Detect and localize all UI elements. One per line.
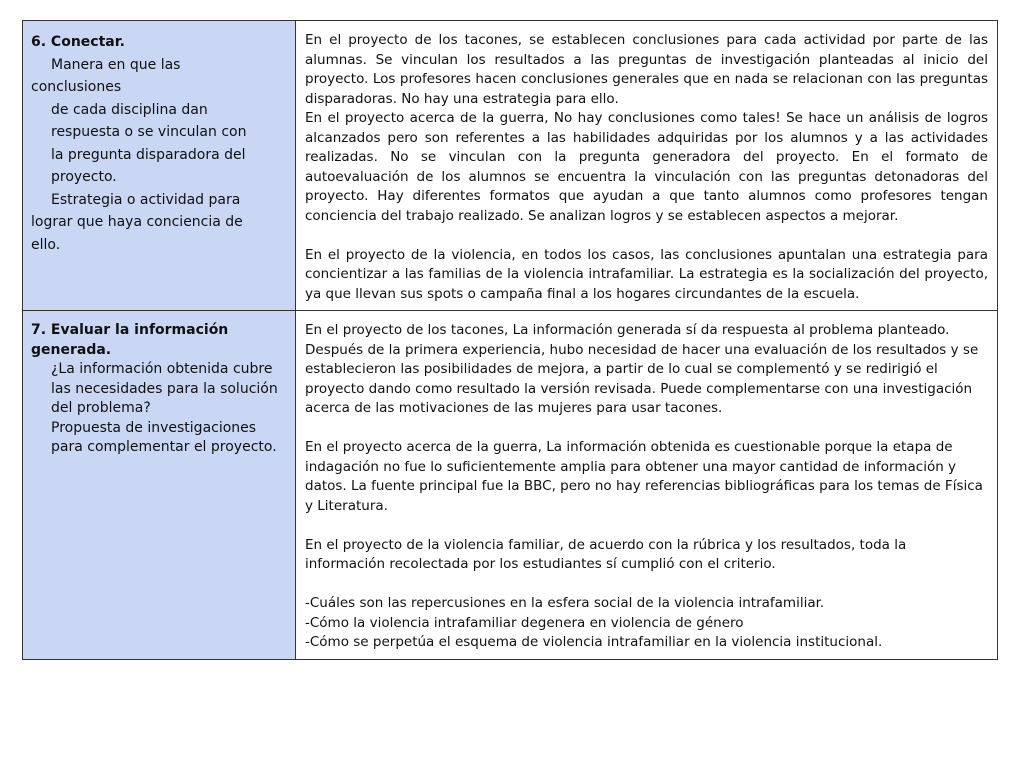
evaluation-table (22, 20, 998, 660)
criteria-line: la pregunta disparadora del (51, 146, 246, 163)
observation-list-item: -Cuáles son las repercusiones en la esfera social de la violencia intrafamiliar. (305, 595, 825, 611)
criteria-heading: 6. Conectar. (31, 34, 125, 50)
table-row (23, 21, 998, 311)
observation-list-item: -Cómo la violencia intrafamiliar degenera en violencia de género (305, 614, 744, 631)
observation-paragraph: En el proyecto de los tacones, La información generada sí da respuesta al problema planteado. Después de la primera experiencia, hubo necesidad de hacer una evaluación de los resultados y se establecieron las posibilidades de mejora, a partir de lo cual se complementó y se redirigió el proyecto dando como resultado la versión revisada. Puede complementarse con una investigación acerca de las motivaciones de las mujeres para usar tacones. (305, 322, 979, 416)
criteria-line: conclusiones (31, 79, 122, 95)
observations-cell (296, 21, 998, 311)
table-row (23, 311, 998, 660)
criteria-line: Propuesta de investigaciones para complementar el proyecto. (51, 419, 277, 455)
criteria-line: de cada disciplina dan (51, 101, 208, 118)
criteria-cell (23, 311, 296, 660)
observation-paragraph: En el proyecto de los tacones, se establecen conclusiones para cada actividad por parte de las alumnas. Se vinculan los resultados a las preguntas de investigación planteadas al inicio del proyecto. Los profesores hacen conclusiones generales que en nada se relacionan con las preguntas disparadoras. No hay una estrategia para ello. (305, 32, 988, 107)
observations-cell (296, 311, 998, 660)
criteria-line: lograr que haya conciencia de (31, 214, 243, 230)
observation-paragraph: En el proyecto acerca de la guerra, La información obtenida es cuestionable porque la etapa de indagación no fue lo suficientemente amplia para obtener una mayor cantidad de información y datos. La fuente principal fue la BBC, pero no hay referencias bibliográficas para los temas de Física y Literatura. (305, 439, 983, 514)
observation-paragraph: En el proyecto de la violencia, en todos los casos, las conclusiones apuntalan una estrategia para concientizar a las familias de la violencia intrafamiliar. La estrategia es la socialización del proyecto, ya que llevan sus spots o campaña final a los hogares circundantes de la escuela. (305, 246, 988, 302)
criteria-line: respuesta o se vinculan con (51, 124, 247, 140)
criteria-cell (23, 21, 296, 311)
criteria-line: proyecto. (51, 169, 117, 185)
observation-list-item: -Cómo se perpetúa el esquema de violencia intrafamiliar en la violencia institucional. (305, 634, 883, 650)
criteria-line: Manera en que las (51, 56, 181, 73)
observation-paragraph: En el proyecto acerca de la guerra, No hay conclusiones como tales! Se hace un análisis de logros alcanzados pero son referentes a las habilidades adquiridas por los alumnos y a las actividades realizadas. No se vinculan con la pregunta generadora del proyecto. En el formato de autoevaluación de los alumnos se encuentra la vinculación con las preguntas detonadoras del proyecto. Hay diferentes formatos que ayudan a que tanto alumnos como profesores tengan conciencia del trabajo realizado. Se analizan logros y se establecen aspectos a mejorar. (305, 110, 988, 224)
criteria-line: ¿La información obtenida cubre las necesidades para la solución del problema? (51, 361, 278, 416)
criteria-line: ello. (31, 236, 61, 253)
criteria-heading: 7. Evaluar la información generada. (31, 322, 229, 358)
criteria-line: Estrategia o actividad para (51, 191, 241, 208)
observation-paragraph: En el proyecto de la violencia familiar, de acuerdo con la rúbrica y los resultados, toda la información recolectada por los estudiantes sí cumplió con el criterio. (305, 536, 907, 572)
